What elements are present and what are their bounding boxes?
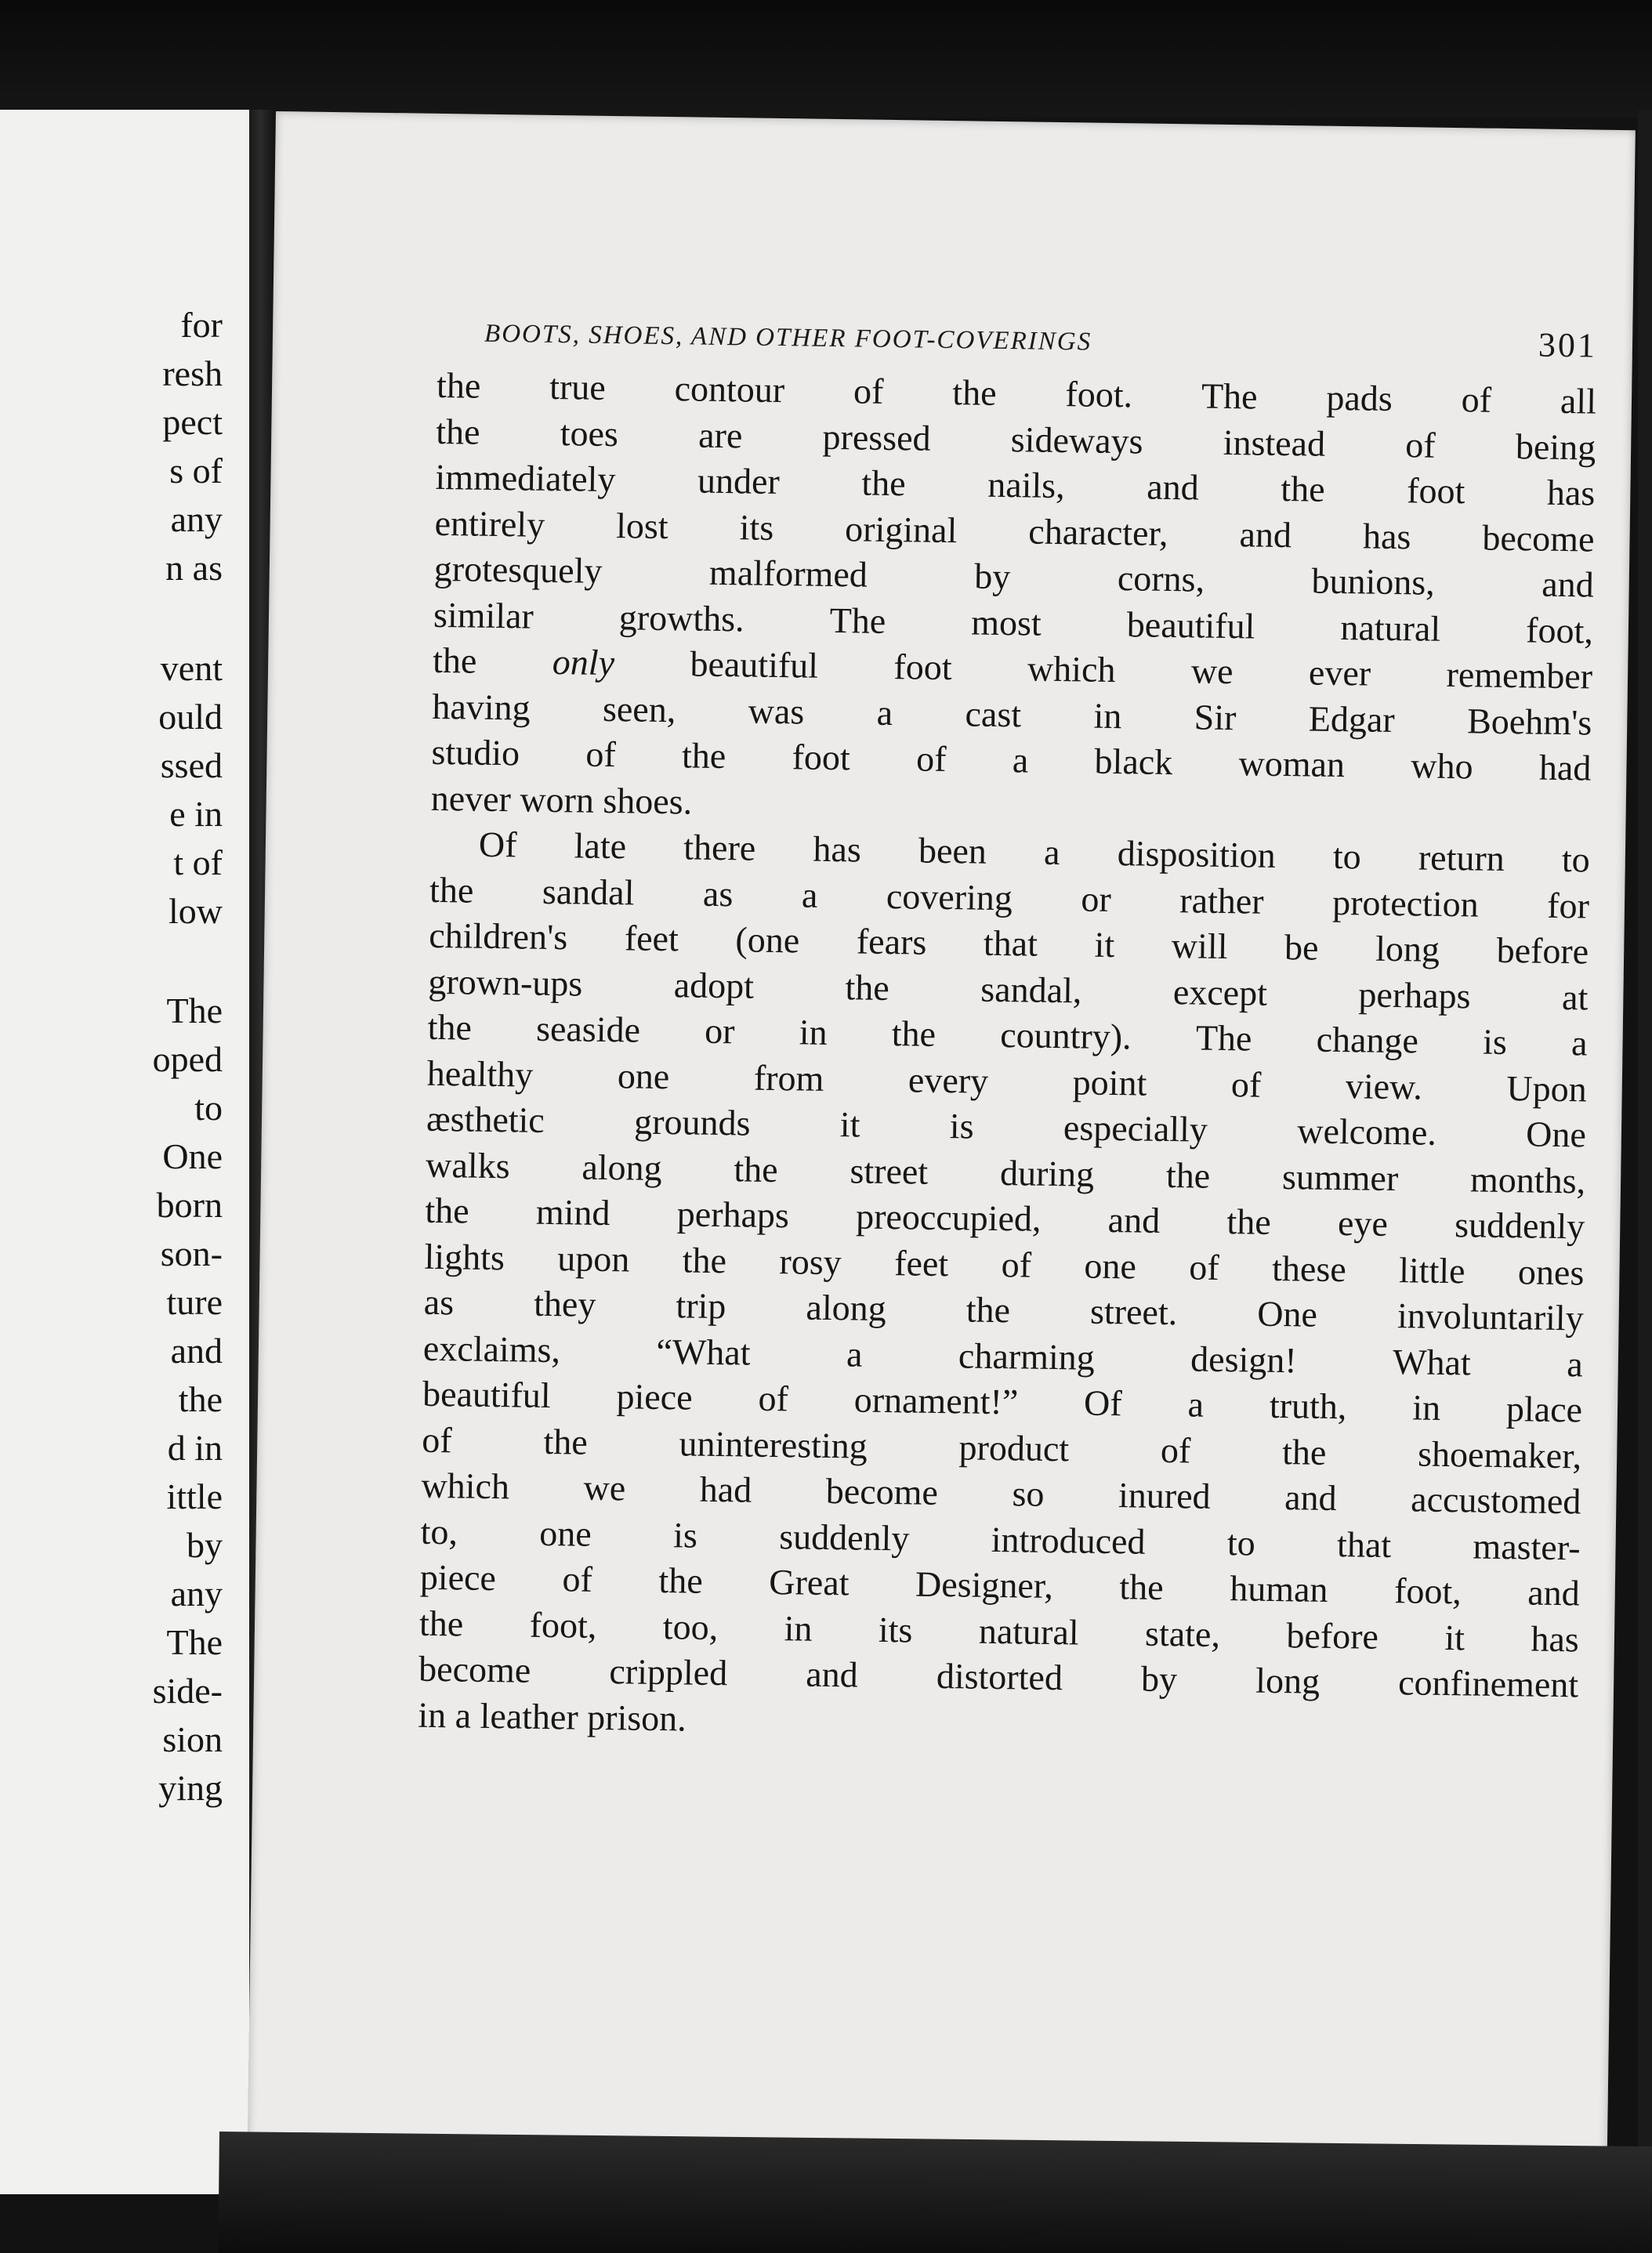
- word: and: [1527, 1572, 1581, 1614]
- word: Edgar: [1308, 697, 1396, 740]
- word: Great: [768, 1561, 850, 1603]
- word: point: [1072, 1061, 1147, 1103]
- word: and: [805, 1654, 859, 1695]
- word: Upon: [1506, 1067, 1588, 1109]
- word: feet: [893, 1242, 949, 1284]
- word: the: [1281, 468, 1325, 509]
- word: beautiful: [1126, 603, 1255, 647]
- word: a: [1566, 1343, 1584, 1384]
- word: ones: [1517, 1251, 1585, 1292]
- word: What: [1392, 1341, 1472, 1382]
- word: Designer,: [915, 1563, 1054, 1606]
- word: most: [970, 601, 1042, 643]
- word: has: [1546, 472, 1596, 513]
- word: is: [672, 1514, 698, 1556]
- word: The: [1201, 375, 1258, 417]
- italic-emphasis: only: [552, 641, 615, 683]
- word: by: [1140, 1658, 1178, 1700]
- word: trip: [676, 1285, 726, 1327]
- word: sandal,: [980, 969, 1082, 1010]
- word: mind: [535, 1191, 610, 1233]
- word: return: [1418, 837, 1505, 878]
- word: street: [850, 1150, 929, 1192]
- word: beautiful: [690, 643, 819, 686]
- word: in: [1411, 1387, 1441, 1428]
- word: the: [432, 639, 477, 681]
- word: feet: [624, 918, 679, 959]
- word: along: [581, 1146, 662, 1188]
- word: is: [949, 1106, 974, 1146]
- word: has: [1531, 1618, 1580, 1659]
- word: a: [876, 692, 893, 733]
- word: become: [418, 1648, 531, 1690]
- word: of: [1160, 1429, 1191, 1470]
- word: pads: [1326, 377, 1393, 418]
- left-page-text-fragment: One: [162, 1136, 223, 1176]
- word: of: [853, 371, 884, 411]
- word: every: [908, 1059, 989, 1101]
- word: preoccupied,: [855, 1196, 1042, 1239]
- word: had: [699, 1469, 752, 1510]
- word: character,: [1028, 510, 1168, 553]
- left-page-text-fragment: sion: [162, 1719, 223, 1759]
- word: having: [432, 686, 531, 728]
- left-page-text-fragment: e in: [169, 794, 223, 834]
- word: will: [1171, 925, 1228, 967]
- word: its: [878, 1609, 913, 1650]
- word: which: [421, 1465, 510, 1507]
- word: become: [1482, 517, 1595, 560]
- word: at: [1561, 976, 1589, 1017]
- word: suddenly: [1454, 1204, 1585, 1247]
- left-page-text-fragment: ittle: [166, 1476, 223, 1516]
- word: the: [427, 1006, 473, 1048]
- word: as: [702, 873, 734, 914]
- word: state,: [1144, 1613, 1221, 1654]
- word: had: [1538, 747, 1592, 788]
- word: growths.: [618, 596, 744, 639]
- word: the: [429, 869, 474, 911]
- word: summer: [1281, 1156, 1399, 1198]
- left-page-text-fragment: The: [166, 1622, 223, 1662]
- word: distorted: [936, 1655, 1063, 1698]
- left-page-text-fragment: ould: [158, 697, 223, 737]
- word: rosy: [779, 1241, 842, 1282]
- word: The: [829, 599, 886, 641]
- word: product: [958, 1426, 1070, 1469]
- word: the: [1119, 1567, 1165, 1607]
- word: corns,: [1117, 558, 1205, 599]
- word: the: [682, 1239, 727, 1280]
- left-page-text-fragment: ture: [166, 1282, 223, 1322]
- scan-background-bottom: [218, 2132, 1652, 2253]
- word: it: [1094, 924, 1115, 965]
- left-page-text-fragment: vent: [160, 648, 223, 688]
- left-page-text-fragment: any: [170, 499, 223, 539]
- word: the: [952, 372, 997, 413]
- running-head: [484, 310, 1598, 366]
- word: view.: [1345, 1065, 1423, 1107]
- word: of: [421, 1419, 453, 1460]
- word: a: [1187, 1384, 1205, 1425]
- word: there: [683, 827, 756, 868]
- word: grotesquely: [433, 548, 603, 591]
- word: suddenly: [778, 1516, 910, 1558]
- word: disposition: [1117, 833, 1277, 875]
- word: remember: [1446, 654, 1593, 697]
- word: late: [574, 825, 627, 867]
- word: upon: [557, 1237, 630, 1279]
- word: Sir: [1194, 696, 1237, 737]
- word: natural: [1340, 607, 1441, 649]
- word: entirely: [434, 502, 545, 545]
- left-page-text-fragment: son-: [160, 1233, 223, 1273]
- word: master-: [1473, 1526, 1581, 1567]
- word: truth,: [1269, 1385, 1347, 1427]
- word: sandal: [542, 871, 635, 912]
- word: and: [1541, 563, 1595, 605]
- page-body: [418, 363, 1596, 1754]
- word: crippled: [609, 1651, 728, 1693]
- word: (one: [735, 919, 800, 961]
- word: adopt: [673, 964, 755, 1006]
- word: to,: [420, 1511, 458, 1552]
- word: Of: [478, 824, 517, 865]
- left-page-text-fragment: oped: [152, 1039, 223, 1079]
- word: piece: [419, 1556, 497, 1599]
- word: true: [549, 366, 607, 407]
- scan-background-top: [0, 0, 1652, 118]
- text-line: in a leather prison.: [418, 1694, 687, 1739]
- word: woman: [1238, 743, 1346, 785]
- word: a: [1570, 1023, 1588, 1063]
- left-page-text-fragment: pect: [162, 402, 223, 442]
- word: pressed: [822, 416, 931, 458]
- word: human: [1229, 1568, 1328, 1610]
- paragraph-2: [418, 821, 1590, 1755]
- word: black: [1094, 741, 1173, 783]
- word: Of: [1083, 1382, 1123, 1424]
- left-page-text-fragment: any: [170, 1574, 223, 1614]
- word: that: [983, 922, 1038, 964]
- word: æsthetic: [426, 1098, 545, 1140]
- word: by: [974, 556, 1011, 597]
- word: except: [1172, 971, 1268, 1013]
- text-line: never worn shoes.: [430, 777, 693, 821]
- word: seen,: [602, 688, 676, 730]
- word: the: [1226, 1201, 1272, 1242]
- word: long: [1375, 928, 1440, 969]
- word: similar: [433, 594, 534, 636]
- word: grounds: [633, 1101, 751, 1143]
- word: to: [1561, 839, 1591, 880]
- word: the: [861, 462, 907, 504]
- word: uninteresting: [679, 1422, 868, 1466]
- word: the: [845, 966, 890, 1008]
- word: before: [1286, 1614, 1379, 1657]
- word: inured: [1118, 1475, 1211, 1516]
- word: piece: [616, 1376, 693, 1418]
- word: or: [704, 1010, 735, 1052]
- word: lost: [615, 505, 669, 546]
- word: who: [1411, 745, 1473, 787]
- paragraph-1: [430, 363, 1596, 838]
- word: the: [418, 1603, 464, 1644]
- left-page: [0, 110, 252, 2194]
- word: shoemaker,: [1417, 1433, 1582, 1476]
- word: perhaps: [676, 1194, 790, 1236]
- word: the: [965, 1289, 1011, 1331]
- word: along: [806, 1287, 887, 1329]
- word: of: [1001, 1244, 1032, 1285]
- left-page-text-fragment: n as: [165, 548, 223, 588]
- word: has: [813, 828, 862, 870]
- word: accustomed: [1410, 1479, 1581, 1522]
- word: the: [1281, 1431, 1327, 1472]
- word: for: [1546, 885, 1590, 925]
- word: from: [753, 1057, 824, 1099]
- word: the: [658, 1560, 704, 1601]
- word: especially: [1063, 1107, 1208, 1150]
- word: be: [1284, 927, 1319, 968]
- word: become: [825, 1470, 939, 1512]
- word: one: [1084, 1245, 1137, 1286]
- word: of: [758, 1378, 789, 1419]
- word: Boehm's: [1466, 700, 1592, 743]
- word: the: [734, 1148, 779, 1190]
- word: change: [1316, 1019, 1419, 1061]
- word: the: [543, 1421, 589, 1462]
- word: The: [1195, 1017, 1252, 1059]
- page-number: 301: [1538, 325, 1598, 365]
- left-page-text-fragment: s of: [169, 451, 223, 491]
- word: cast: [965, 693, 1022, 734]
- word: the: [425, 1190, 469, 1231]
- word: studio: [431, 731, 520, 773]
- word: protection: [1331, 882, 1480, 925]
- word: been: [918, 830, 987, 871]
- word: is: [1482, 1021, 1508, 1063]
- word: to: [1332, 835, 1362, 877]
- word: nails,: [987, 464, 1066, 506]
- word: a: [1043, 831, 1060, 873]
- word: rather: [1179, 879, 1264, 922]
- word: foot: [893, 647, 952, 688]
- word: its: [739, 506, 774, 548]
- word: exclaims,: [422, 1328, 561, 1370]
- word: involuntarily: [1397, 1295, 1585, 1338]
- left-page-text-fragment: resh: [162, 353, 223, 393]
- word: these: [1271, 1248, 1347, 1289]
- word: which: [1027, 648, 1116, 690]
- word: a: [801, 874, 818, 915]
- word: long: [1255, 1660, 1321, 1701]
- word: introduced: [991, 1519, 1146, 1562]
- left-page-text-fragment: by: [187, 1525, 223, 1565]
- word: that: [1336, 1523, 1392, 1565]
- word: too,: [662, 1606, 719, 1647]
- word: a: [846, 1333, 863, 1375]
- word: in: [799, 1012, 828, 1052]
- word: the: [891, 1013, 936, 1054]
- word: we: [583, 1467, 626, 1509]
- word: foot: [1406, 470, 1465, 512]
- word: one: [539, 1512, 592, 1554]
- word: seaside: [535, 1008, 641, 1050]
- word: and: [1284, 1477, 1337, 1519]
- word: of: [915, 738, 947, 780]
- word: welcome.: [1296, 1110, 1437, 1153]
- word: foot: [792, 737, 851, 778]
- word: was: [748, 690, 805, 731]
- word: children's: [428, 915, 568, 958]
- word: little: [1398, 1249, 1465, 1291]
- word: before: [1496, 929, 1589, 972]
- word: fears: [856, 921, 927, 962]
- word: so: [1012, 1473, 1045, 1514]
- word: a: [1012, 740, 1029, 781]
- word: sideways: [1010, 418, 1143, 461]
- word: in: [784, 1607, 813, 1649]
- word: of: [1461, 379, 1492, 420]
- word: malformed: [708, 552, 868, 595]
- word: all: [1560, 380, 1597, 422]
- word: being: [1515, 426, 1596, 468]
- word: healthy: [426, 1052, 534, 1095]
- word: grown-ups: [428, 961, 583, 1004]
- word: or: [1081, 878, 1112, 919]
- word: the: [436, 364, 481, 406]
- word: of: [1405, 424, 1436, 465]
- word: design!: [1190, 1338, 1298, 1380]
- word: it: [1444, 1617, 1465, 1657]
- word: the: [1165, 1154, 1211, 1196]
- word: foot.: [1065, 374, 1133, 415]
- word: they: [533, 1283, 596, 1324]
- word: during: [999, 1152, 1095, 1194]
- scan-background-right: [1638, 110, 1652, 2194]
- word: place: [1505, 1389, 1583, 1430]
- left-page-text-fragment: ssed: [160, 745, 223, 785]
- left-page-text-fragment: born: [156, 1185, 223, 1225]
- left-page-text-fragment: d in: [167, 1428, 223, 1468]
- word: bunions,: [1311, 560, 1436, 603]
- word: charming: [958, 1335, 1096, 1378]
- word: the: [681, 735, 726, 777]
- left-page-text-fragment: to: [194, 1088, 223, 1128]
- left-page-text-fragment: The: [166, 991, 223, 1031]
- word: lights: [424, 1236, 505, 1277]
- running-head-title: BOOTS, SHOES, AND OTHER FOOT-COVERINGS: [484, 319, 1092, 357]
- word: months,: [1469, 1158, 1586, 1201]
- left-page-text-fragment: ying: [158, 1768, 223, 1808]
- word: ever: [1308, 652, 1371, 694]
- word: and: [1146, 466, 1200, 508]
- left-page-text-fragment: low: [168, 891, 223, 931]
- word: one: [617, 1055, 670, 1096]
- word: instead: [1223, 422, 1326, 464]
- word: and: [1107, 1199, 1161, 1241]
- left-page-text-fragment: side-: [152, 1671, 223, 1711]
- word: are: [697, 415, 743, 455]
- word: original: [844, 508, 958, 550]
- left-page-text-fragment: and: [170, 1331, 223, 1371]
- word: covering: [886, 875, 1013, 918]
- word: foot,: [529, 1604, 597, 1646]
- word: walks: [425, 1144, 510, 1186]
- word: street.: [1089, 1291, 1178, 1333]
- word: to: [1226, 1522, 1256, 1563]
- word: immediately: [435, 456, 616, 500]
- word: of: [562, 1559, 593, 1599]
- word: it: [839, 1104, 860, 1145]
- word: perhaps: [1358, 973, 1471, 1016]
- word: of: [1230, 1063, 1262, 1105]
- left-page-text-fragment: for: [180, 305, 223, 345]
- word: the: [435, 411, 480, 452]
- word: foot,: [1525, 609, 1594, 651]
- word: natural: [978, 1610, 1080, 1652]
- word: foot,: [1393, 1570, 1462, 1612]
- word: beautiful: [422, 1373, 552, 1416]
- left-page-text-fragment: the: [178, 1379, 223, 1419]
- word: ornament!”: [853, 1379, 1019, 1422]
- word: toes: [560, 412, 619, 454]
- word: has: [1362, 515, 1411, 556]
- word: One: [1256, 1293, 1318, 1335]
- word: as: [423, 1281, 455, 1323]
- word: “What: [656, 1331, 751, 1373]
- word: contour: [674, 368, 785, 411]
- word: of: [1189, 1246, 1220, 1288]
- word: country).: [999, 1015, 1132, 1057]
- word: of: [585, 733, 617, 775]
- right-page: [247, 111, 1635, 2179]
- word: One: [1525, 1114, 1587, 1155]
- left-page-text-fragment: t of: [173, 842, 223, 882]
- word: we: [1190, 650, 1234, 692]
- word: confinement: [1397, 1662, 1579, 1705]
- word: under: [697, 460, 781, 502]
- word: eye: [1337, 1203, 1389, 1244]
- word: in: [1093, 695, 1122, 736]
- word: and: [1239, 513, 1292, 555]
